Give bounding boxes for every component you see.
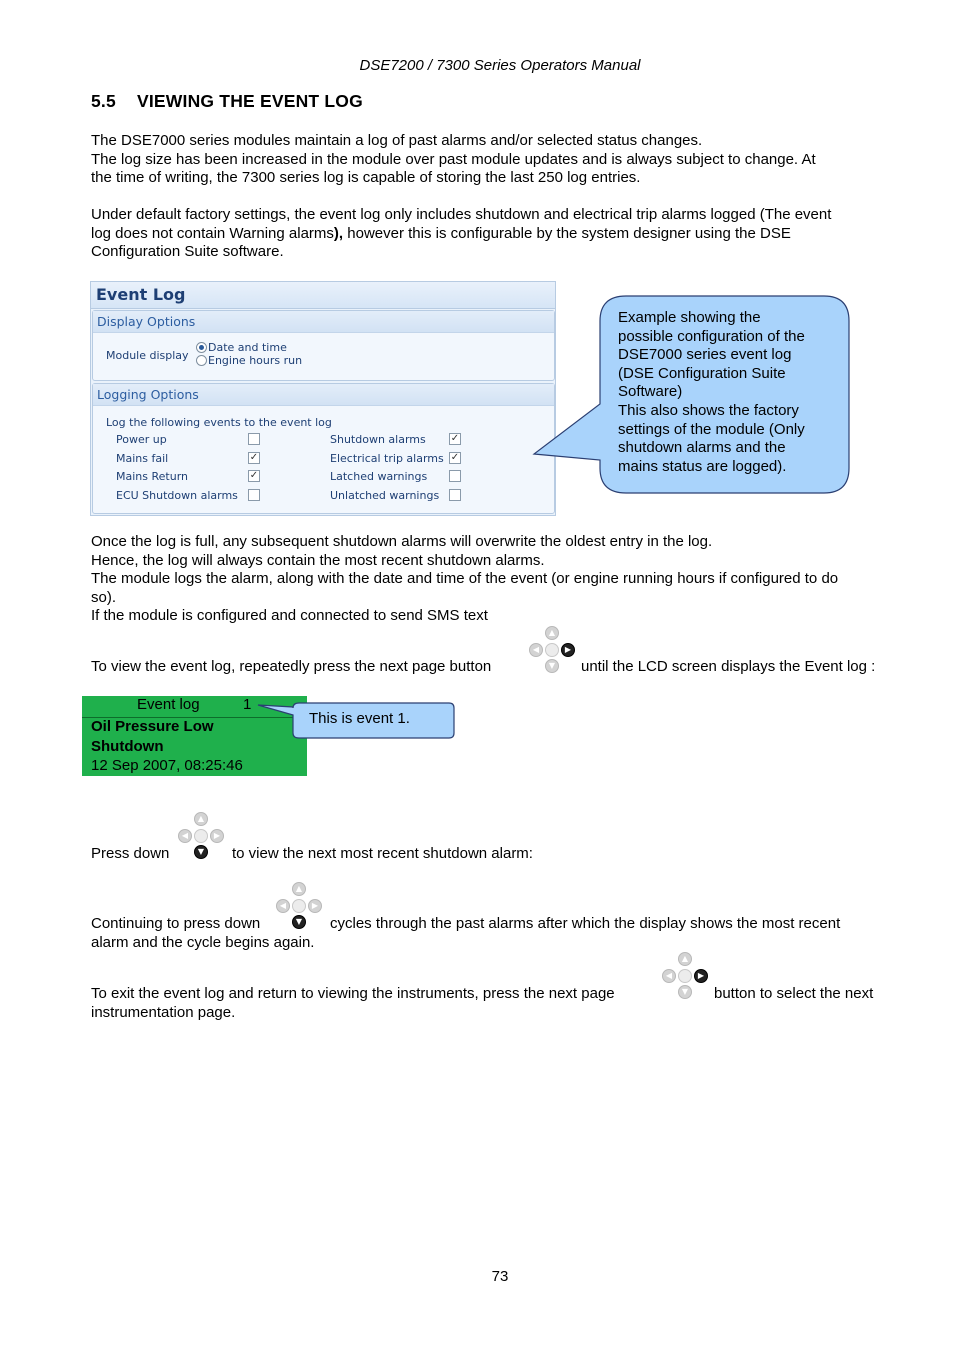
- log-item-checkbox[interactable]: ✓: [450, 433, 460, 444]
- view-instruction-before: To view the event log, repeatedly press the next page button: [91, 658, 492, 675]
- default-settings-line: Configuration Suite software.: [91, 243, 284, 261]
- log-item-label: Unlatched warnings: [330, 489, 440, 502]
- intro-line: The DSE7000 series modules maintain a log of past alarms and/or selected status changes.: [91, 132, 703, 149]
- down-button-icon: [275, 882, 325, 932]
- lcd-alarm-line1: Oil Pressure Low: [91, 718, 214, 735]
- log-item-checkbox[interactable]: [449, 489, 461, 501]
- right-arrow-icon: ▶: [561, 643, 575, 657]
- intro-line: the time of writing, the 7300 series log is capable of storing the last 250 log entries.: [91, 169, 641, 187]
- intro-line: The log size has been increased in the module over past module updates and is always subject to change. At: [91, 150, 816, 168]
- right-arrow-icon: ▶: [694, 969, 708, 983]
- callout-line: Example showing the: [618, 309, 761, 326]
- callout-line: DSE7000 series event log: [618, 346, 792, 364]
- section-number: 5.5: [91, 91, 116, 111]
- logging-options-header: [93, 384, 554, 406]
- after-config-line: The module logs the alarm, along with the date and time of the event (or engine running hours if configured to do: [91, 570, 839, 588]
- up-arrow-icon: ▲: [194, 812, 208, 826]
- up-arrow-icon: ▲: [678, 952, 692, 966]
- display-options-heading: Display Options: [97, 314, 196, 329]
- config-callout-text: [618, 309, 843, 476]
- log-item-checkbox[interactable]: ✓: [249, 470, 259, 481]
- down-button-icon: [177, 812, 227, 862]
- callout-line: This also shows the factory: [618, 401, 799, 419]
- event-callout-text: This is event 1.: [309, 710, 410, 727]
- after-config-line: so).: [91, 588, 117, 606]
- callout-line: shutdown alarms and the: [618, 439, 786, 457]
- exit-instruction-after: button to select the next: [714, 985, 874, 1002]
- after-config-line: Hence, the log will always contain the most recent shutdown alarms.: [91, 551, 545, 569]
- right-arrow-icon: ▶: [308, 899, 322, 913]
- callout-line: mains status are logged).: [618, 457, 787, 475]
- radio-engine-hours-label: Engine hours run: [208, 354, 303, 367]
- callout-line: settings of the module (Only: [618, 420, 805, 438]
- center-button-icon: [292, 899, 306, 913]
- text-run: log does not contain Warning alarms: [91, 224, 334, 242]
- default-settings-line: Under default factory settings, the event log only includes shutdown and electrical trip alarms logged (The event: [91, 206, 832, 223]
- running-header: DSE7200 / 7300 Series Operators Manual: [359, 57, 641, 74]
- intro-paragraph: [91, 132, 906, 188]
- callout-line: Software): [618, 383, 683, 401]
- center-button-icon: [545, 643, 559, 657]
- next-page-button-icon: [528, 626, 578, 676]
- continue-down-line2: alarm and the cycle begins again.: [91, 934, 315, 951]
- log-item-label: Power up: [116, 433, 167, 446]
- log-item-label: Latched warnings: [330, 470, 428, 483]
- logging-instruction: Log the following events to the event log: [106, 416, 332, 429]
- config-panel-titlebar: [91, 282, 555, 309]
- left-arrow-icon: ◀: [178, 829, 192, 843]
- exit-instruction-before: To exit the event log and return to viewing the instruments, press the next page: [91, 985, 615, 1002]
- next-page-button-icon: [661, 952, 711, 1002]
- log-item-label: Shutdown alarms: [330, 433, 426, 446]
- left-arrow-icon: ◀: [529, 643, 543, 657]
- callout-line: possible configuration of the: [618, 327, 805, 345]
- event-log-config-panel: [90, 281, 556, 516]
- up-arrow-icon: ▲: [292, 882, 306, 896]
- section-heading: VIEWING THE EVENT LOG: [137, 91, 363, 111]
- radio-engine-hours[interactable]: [196, 355, 207, 366]
- press-down-before: Press down: [91, 845, 170, 862]
- center-button-icon: [678, 969, 692, 983]
- log-item-checkbox[interactable]: ✓: [450, 452, 460, 463]
- page-number: 73: [491, 1268, 509, 1285]
- default-settings-line: [91, 225, 906, 244]
- after-config-line: Once the log is full, any subsequent shutdown alarms will overwrite the oldest entry in the log.: [91, 533, 713, 550]
- left-arrow-icon: ◀: [276, 899, 290, 913]
- log-item-label: Electrical trip alarms: [330, 452, 444, 465]
- exit-instruction-line2: instrumentation page.: [91, 1004, 236, 1021]
- display-options-group: [92, 310, 555, 381]
- after-config-paragraph: [91, 533, 906, 626]
- log-item-checkbox[interactable]: [248, 489, 260, 501]
- section-title: [91, 92, 363, 111]
- log-item-label: Mains Return: [116, 470, 188, 483]
- right-arrow-icon: ▶: [210, 829, 224, 843]
- log-item-checkbox[interactable]: ✓: [249, 452, 259, 463]
- callout-line: (DSE Configuration Suite: [618, 364, 786, 382]
- lcd-title: Event log: [137, 696, 200, 713]
- down-arrow-icon: ▼: [545, 659, 559, 673]
- press-down-after: to view the next most recent shutdown alarm:: [232, 845, 533, 862]
- left-arrow-icon: ◀: [662, 969, 676, 983]
- lcd-event-index: 1: [243, 696, 252, 713]
- down-arrow-icon: ▼: [292, 915, 306, 929]
- center-button-icon: [194, 829, 208, 843]
- default-settings-paragraph: [91, 206, 906, 262]
- logging-options-heading: Logging Options: [97, 387, 199, 402]
- down-arrow-icon: ▼: [194, 845, 208, 859]
- config-panel-title: Event Log: [96, 285, 186, 304]
- down-arrow-icon: ▼: [678, 985, 692, 999]
- up-arrow-icon: ▲: [545, 626, 559, 640]
- module-display-label: Module display: [106, 349, 189, 362]
- lcd-timestamp: 12 Sep 2007, 08:25:46: [91, 757, 243, 774]
- text-run: however this is configurable by the system designer using the DSE: [343, 224, 791, 242]
- view-instruction-after: until the LCD screen displays the Event log :: [581, 658, 876, 675]
- display-options-header: [93, 311, 554, 333]
- log-item-checkbox[interactable]: [449, 470, 461, 482]
- after-config-line: If the module is configured and connected to send SMS text: [91, 607, 488, 625]
- continue-down-before: Continuing to press down: [91, 915, 261, 932]
- text-run-bold: ),: [333, 224, 344, 242]
- log-item-checkbox[interactable]: [248, 433, 260, 445]
- radio-date-and-time[interactable]: [196, 342, 207, 353]
- logging-options-group: [92, 383, 555, 514]
- radio-date-label: Date and time: [208, 341, 287, 354]
- log-item-label: ECU Shutdown alarms: [116, 489, 238, 502]
- log-item-label: Mains fail: [116, 452, 169, 465]
- continue-down-after: cycles through the past alarms after which the display shows the most recent: [330, 915, 841, 932]
- lcd-alarm-line2: Shutdown: [91, 738, 164, 755]
